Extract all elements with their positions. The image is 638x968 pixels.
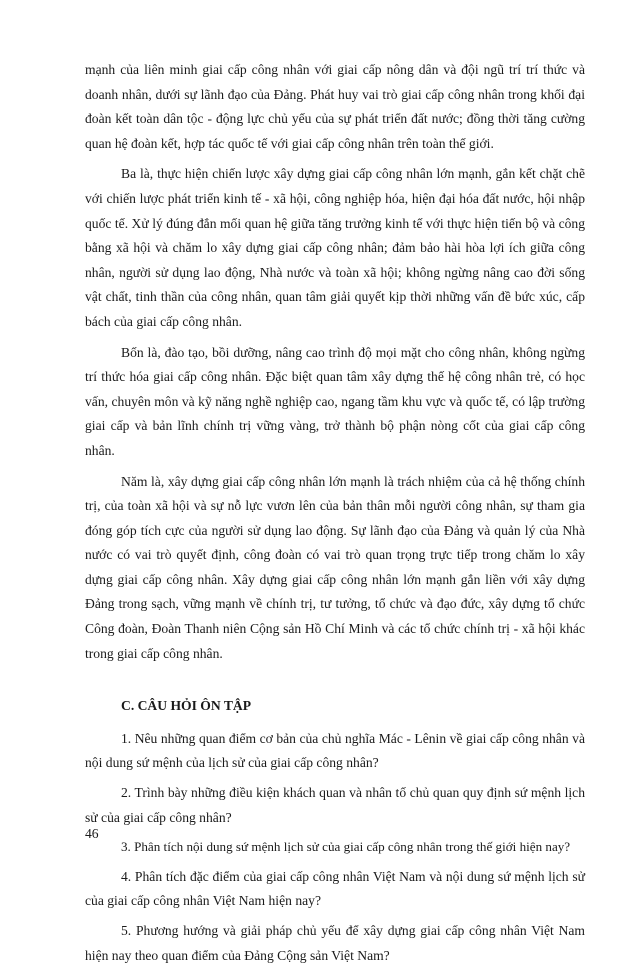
question-2: 2. Trình bày những điều kiện khách quan và nhân tố chủ quan quy định sứ mệnh lịch sử của giai cấp công nhân? — [85, 785, 585, 825]
paragraph-ba-la: Ba là, thực hiện chiến lược xây dựng giai cấp công nhân lớn mạnh, gắn kết chặt chẽ với chiến lược phát triển kinh tế - xã hội, công nghiệp hóa, hiện đại hóa đất nước, hội nhập quốc tế. Xử lý đúng đắn mối quan hệ giữa tăng trưởng kinh tế với thực hiện tiến bộ và công bằng xã hội và chăm lo xây dựng giai cấp công nhân; đảm bảo hài hòa lợi ích giữa công nhân, người sử dụng lao động, Nhà nước và toàn xã hội; không ngừng nâng cao đời sống vật chất, tinh thần của công nhân, quan tâm giải quyết kịp thời những vấn đề bức xúc, cấp bách của giai cấp công nhân. — [85, 166, 585, 329]
question-4: 4. Phân tích đặc điểm của giai cấp công nhân Việt Nam và nội dung sứ mệnh lịch sử của giai cấp công nhân Việt Nam hiện nay? — [85, 868, 585, 909]
section-heading: C. CÂU HỎI ÔN TẬP — [121, 698, 252, 714]
question-1: 1. Nêu những quan điểm cơ bản của chủ nghĩa Mác - Lênin về giai cấp công nhân và nội dung sứ mệnh của lịch sử của giai cấp công nhân? — [85, 730, 585, 771]
paragraph-continuation: mạnh của liên minh giai cấp công nhân với giai cấp nông dân và đội ngũ trí trí thức và doanh nhân, dưới sự lãnh đạo của Đảng. Phát huy vai trò giai cấp công nhân trong khối đại đoàn kết toàn dân tộc - động lực chủ yếu của sự phát triển đất nước; đồng thời tăng cường quan hệ đoàn kết, hợp tác quốc tế với giai cấp công nhân trên toàn thế giới. — [85, 62, 585, 151]
paragraph-bon-la: Bốn là, đào tạo, bồi dưỡng, nâng cao trình độ mọi mặt cho công nhân, không ngừng trí thức hóa giai cấp công nhân. Đặc biệt quan tâm xây dựng thế hệ công nhân trẻ, có học vấn, chuyên môn và kỹ năng nghề nghiệp cao, ngang tầm khu vực và quốc tế, có lập trường giai cấp và bản lĩnh chính trị vững vàng, trở thành bộ phận nòng cốt của giai cấp công nhân. — [85, 344, 585, 458]
paragraph-nam-la: Năm là, xây dựng giai cấp công nhân lớn mạnh là trách nhiệm của cả hệ thống chính trị, của toàn xã hội và sự nỗ lực vươn lên của bản thân mỗi người công nhân, sự tham gia đóng góp tích cực của người sử dụng lao động. Sự lãnh đạo của Đảng và quản lý của Nhà nước có vai trò quyết định, công đoàn có vai trò quan trọng trực tiếp trong chăm lo xây dựng giai cấp công nhân. Xây dựng giai cấp công nhân lớn mạnh gắn liền với xây dựng Đảng trong sạch, vững mạnh về chính trị, tư tưởng, tổ chức và đạo đức, xây dựng tổ chức Công đoàn, Đoàn Thanh niên Cộng sản Hồ Chí Minh và các tổ chức chính trị - xã hội khác trong giai cấp công nhân. — [85, 473, 585, 661]
page-number: 46 — [85, 826, 99, 841]
page-body — [85, 58, 585, 968]
question-5: 5. Phương hướng và giải pháp chủ yếu để xây dựng giai cấp công nhân Việt Nam hiện nay theo quan điểm của Đảng Cộng sản Việt Nam? — [85, 923, 585, 963]
question-3: 3. Phân tích nội dung sứ mệnh lịch sử của giai cấp công nhân trong thế giới hiện nay? — [121, 839, 571, 855]
